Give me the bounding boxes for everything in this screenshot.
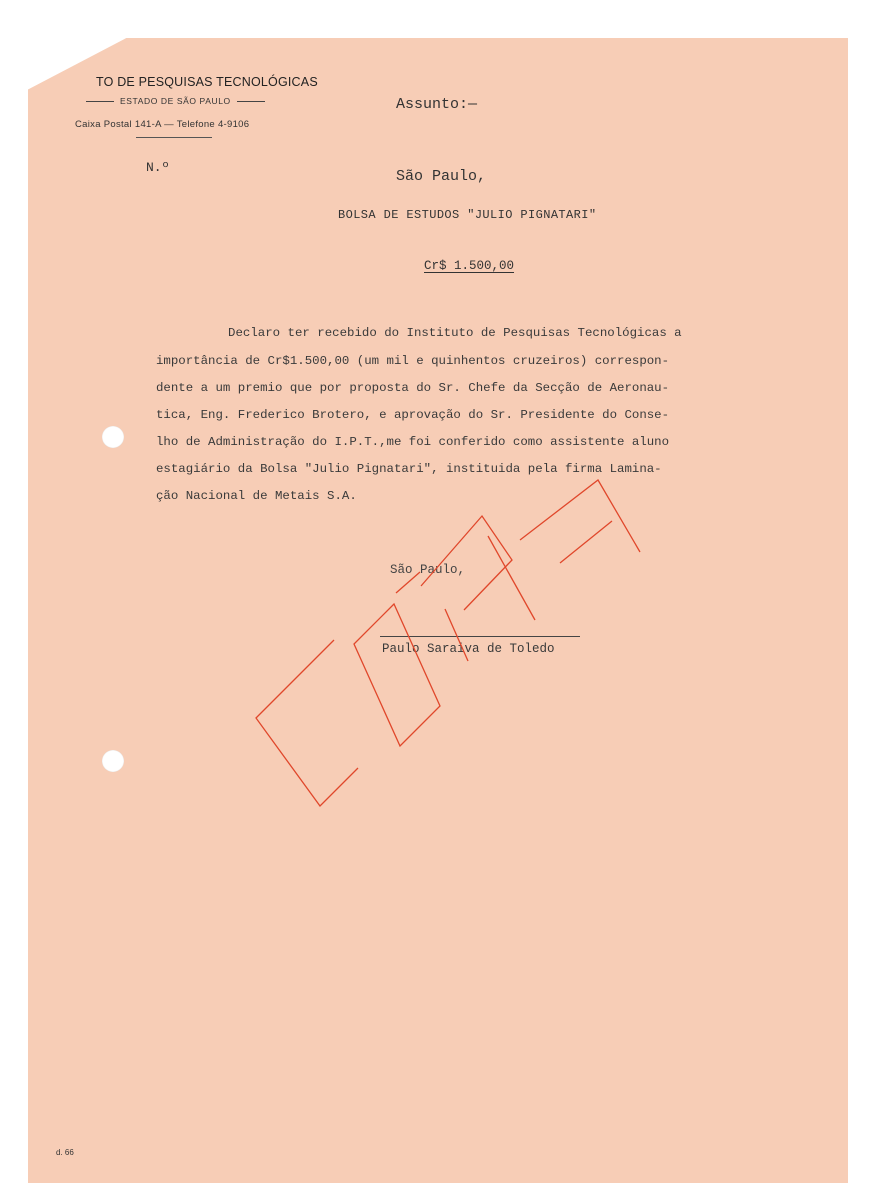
amount: Cr$ 1.500,00 (424, 259, 515, 273)
letterhead-contact: Caixa Postal 141-A — Telefone 4-9106 (75, 119, 250, 130)
stamp-letter-o-accent (396, 572, 420, 593)
body-line: lho de Administração do I.P.T.,me foi conferido como assistente aluno (156, 435, 670, 449)
stamp-letter-a (520, 480, 640, 563)
body-line: tica, Eng. Frederico Brotero, e aprovação do Sr. Presidente do Conse- (156, 408, 670, 422)
body-line: Declaro ter recebido do Instituto de Pesquisas Tecnológicas a (176, 326, 682, 340)
body-line: estagiário da Bolsa "Julio Pignatari", instituida pela firma Lamina- (156, 462, 662, 476)
letterhead-state-text: ESTADO DE SÃO PAULO (120, 96, 231, 106)
subject-field: Assunto:— (396, 96, 478, 113)
stamp-letter-c (256, 640, 358, 806)
document-title: BOLSA DE ESTUDOS "JULIO PIGNATARI" (338, 208, 597, 222)
body-line: dente a um premio que por proposta do Sr. Chefe da Secção de Aeronau- (156, 381, 670, 395)
copia-stamp-letters (256, 480, 640, 806)
number-field: N.º (146, 160, 170, 175)
stamp-letter-o (354, 604, 440, 746)
body-line: ção Nacional de Metais S.A. (156, 489, 357, 503)
stamp-letter-p (421, 516, 512, 661)
body-line: importância de Cr$1.500,00 (um mil e quinhentos cruzeiros) correspon- (156, 354, 670, 368)
letterhead-institute: TO DE PESQUISAS TECNOLÓGICAS (96, 75, 318, 89)
signer-name: Paulo Saraiva de Toledo (382, 642, 555, 656)
form-number: d. 66 (56, 1148, 74, 1157)
signature-place: São Paulo, (390, 563, 466, 577)
city-date: São Paulo, (396, 168, 487, 185)
